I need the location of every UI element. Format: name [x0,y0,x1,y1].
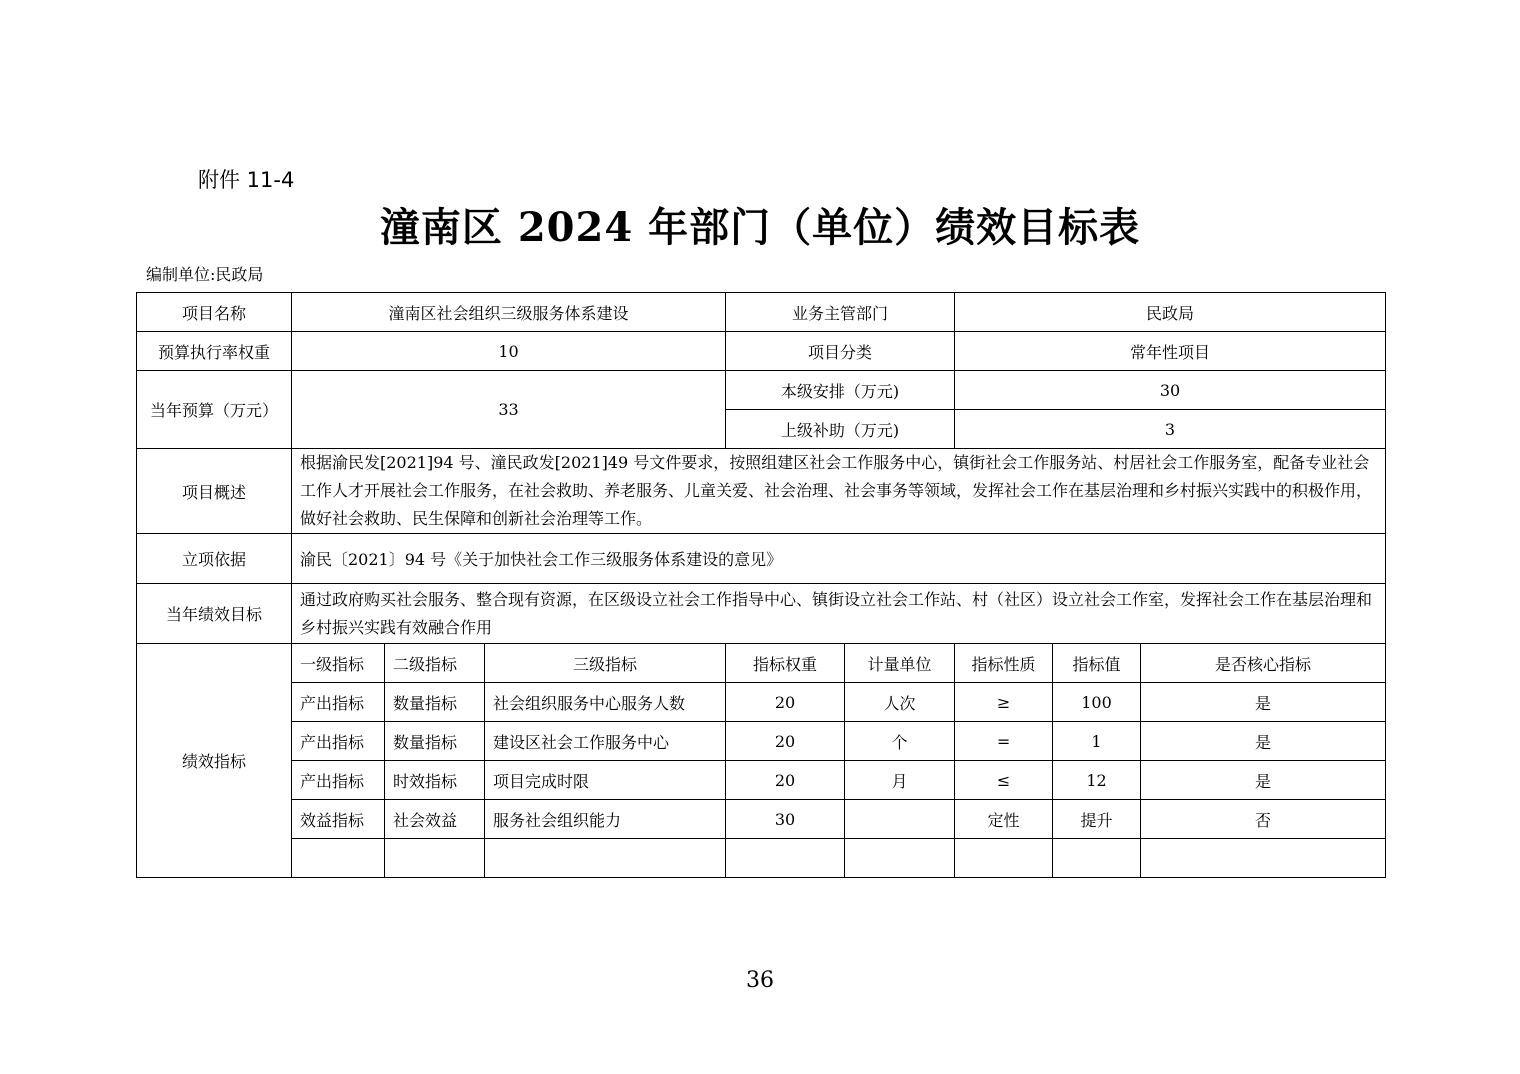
empty-cell [726,839,845,878]
cell-core: 是 [1141,722,1386,761]
cell-core: 否 [1141,800,1386,839]
empty-cell [385,839,485,878]
indicators-label: 绩效指标 [137,644,292,878]
budget-value: 33 [292,371,726,449]
cell-value: 提升 [1053,800,1141,839]
header-level3: 三级指标 [485,644,726,683]
cell-weight: 20 [726,683,845,722]
cell-unit: 月 [845,761,955,800]
cell-level2: 数量指标 [385,683,485,722]
empty-cell [485,839,726,878]
page-title: 潼南区 2024 年部门（单位）绩效目标表 [379,204,1141,251]
header-value: 指标值 [1053,644,1141,683]
cell-level1: 产出指标 [292,722,385,761]
empty-cell [292,839,385,878]
header-weight: 指标权重 [726,644,845,683]
cell-level2: 数量指标 [385,722,485,761]
attachment-label: 附件 11-4 [198,168,295,192]
table-row [137,800,1386,839]
local-label: 本级安排（万元) [726,371,955,410]
indicator-header-row [137,644,1386,683]
basis-label: 立项依据 [137,534,292,584]
cell-level1: 效益指标 [292,800,385,839]
target-label: 当年绩效目标 [137,584,292,644]
table-row [137,722,1386,761]
header-unit: 计量单位 [845,644,955,683]
cell-level2: 社会效益 [385,800,485,839]
cell-weight: 30 [726,800,845,839]
cell-level1: 产出指标 [292,683,385,722]
empty-cell [1141,839,1386,878]
cell-value: 1 [1053,722,1141,761]
cell-core: 是 [1141,683,1386,722]
cell-nature: = [955,722,1053,761]
cell-value: 12 [1053,761,1141,800]
cell-value: 100 [1053,683,1141,722]
performance-target-table [136,292,1386,878]
page-number: 36 [746,968,774,993]
cell-level3: 社会组织服务中心服务人数 [485,683,726,722]
table-row [137,683,1386,722]
category-value: 常年性项目 [955,332,1386,371]
upper-value: 3 [955,410,1386,449]
cell-weight: 20 [726,761,845,800]
compile-unit: 编制单位:民政局 [146,265,264,284]
cell-level1: 产出指标 [292,761,385,800]
cell-level2: 时效指标 [385,761,485,800]
local-value: 30 [955,371,1386,410]
empty-row [137,839,1386,878]
table-row [137,761,1386,800]
project-name-value: 潼南区社会组织三级服务体系建设 [292,293,726,332]
cell-unit: 个 [845,722,955,761]
empty-cell [845,839,955,878]
budget-label: 当年预算（万元） [137,371,292,449]
empty-cell [955,839,1053,878]
cell-nature: 定性 [955,800,1053,839]
header-core: 是否核心指标 [1141,644,1386,683]
cell-core: 是 [1141,761,1386,800]
cell-level3: 建设区社会工作服务中心 [485,722,726,761]
header-level1: 一级指标 [292,644,385,683]
dept-value: 民政局 [955,293,1386,332]
overview-text: 根据渝民发[2021]94 号、潼民政发[2021]49 号文件要求，按照组建区社会工作服务中心，镇街社会工作服务站、村居社会工作服务室，配备专业社会工作人才开展社会工作服务，在社会救助、养老服务、儿童关爱、社会治理、社会事务等领域，发挥社会工作在基层治理和乡村振兴实践中的积极作用，做好社会救助、民生保障和创新社会治理等工作。 [292,449,1386,534]
cell-unit [845,800,955,839]
cell-unit: 人次 [845,683,955,722]
header-level2: 二级指标 [385,644,485,683]
target-text: 通过政府购买社会服务、整合现有资源，在区级设立社会工作指导中心、镇街设立社会工作站、村（社区）设立社会工作室，发挥社会工作在基层治理和乡村振兴实践有效融合作用 [292,584,1386,644]
overview-label: 项目概述 [137,449,292,534]
cell-level3: 项目完成时限 [485,761,726,800]
dept-label: 业务主管部门 [726,293,955,332]
budget-weight-label: 预算执行率权重 [137,332,292,371]
category-label: 项目分类 [726,332,955,371]
header-nature: 指标性质 [955,644,1053,683]
cell-weight: 20 [726,722,845,761]
cell-nature: ≤ [955,761,1053,800]
project-name-label: 项目名称 [137,293,292,332]
cell-level3: 服务社会组织能力 [485,800,726,839]
basis-text: 渝民〔2021〕94 号《关于加快社会工作三级服务体系建设的意见》 [292,534,1386,584]
upper-label: 上级补助（万元) [726,410,955,449]
empty-cell [1053,839,1141,878]
cell-nature: ≥ [955,683,1053,722]
budget-weight-value: 10 [292,332,726,371]
